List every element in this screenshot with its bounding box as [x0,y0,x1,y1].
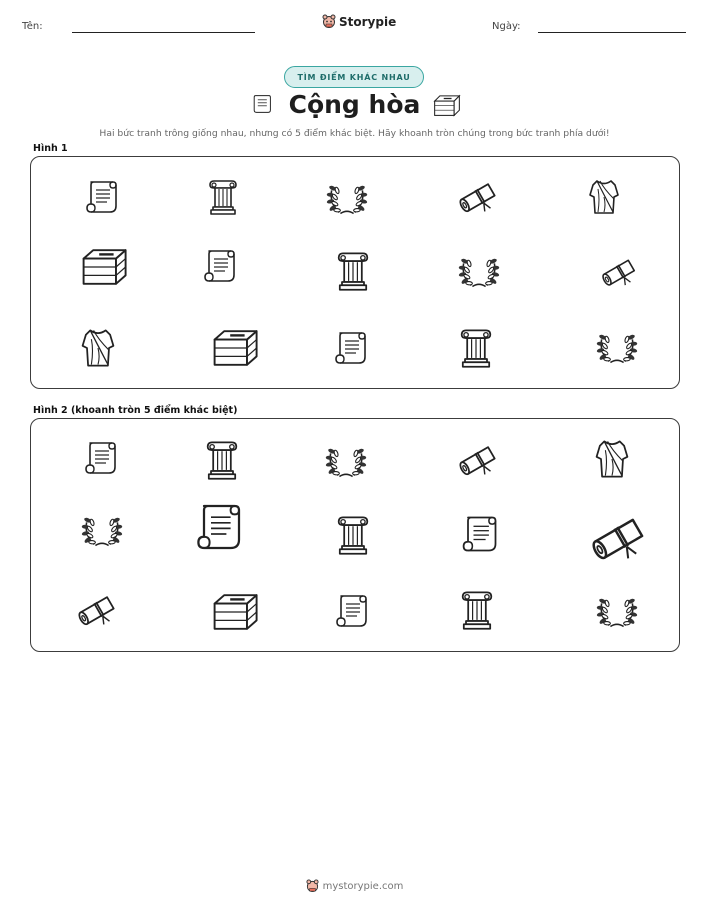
ballot-box-icon[interactable] [211,588,259,636]
brand-logo [322,14,396,29]
brand-name: Storypie [339,14,397,29]
column-icon [454,326,498,370]
rolled-scroll-icon [600,252,640,292]
toga-icon [584,177,624,217]
column-icon [331,249,375,293]
rolled-scroll-icon[interactable] [76,588,120,632]
footer-url[interactable]: mystorypie.com [322,880,404,892]
laurel-wreath-icon [595,324,639,368]
date-field[interactable] [538,32,686,33]
rolled-scroll-icon[interactable] [457,438,501,482]
page-title: Cộng hòa [288,90,421,119]
activity-badge: TÌM ĐIỂM KHÁC NHAU [284,66,424,88]
date-label: Ngày: [492,21,521,32]
rolled-scroll-icon[interactable] [589,507,651,569]
laurel-wreath-icon[interactable] [80,507,124,551]
storypie-mascot-icon [306,879,319,893]
name-label: Tên: [22,21,43,32]
toga-icon[interactable] [590,437,634,481]
column-icon[interactable] [200,438,244,482]
name-field[interactable] [72,32,255,33]
title-ballot-box-icon [432,92,462,122]
scroll-icon[interactable] [190,499,246,555]
scroll-icon[interactable] [331,591,371,631]
toga-icon [76,326,120,370]
picture1-label: Hình 1 [33,143,68,154]
footer [0,879,709,893]
column-icon [203,177,243,217]
ballot-box-icon [80,243,128,291]
column-icon[interactable] [331,513,375,557]
laurel-wreath-icon[interactable] [324,438,368,482]
scroll-icon [330,328,370,368]
picture2-label: Hình 2 (khoanh tròn 5 điểm khác biệt) [33,405,238,416]
instructions: Hai bức tranh trông giống nhau, nhưng có 5 điểm khác biệt. Hãy khoanh tròn chúng trong bức tranh phía dưới! [99,128,610,139]
laurel-wreath-icon [325,175,369,219]
ballot-box-icon [211,324,259,372]
scroll-icon [199,246,239,286]
laurel-wreath-icon [457,248,501,292]
scroll-icon[interactable] [457,512,501,556]
rolled-scroll-icon [457,175,501,219]
column-icon[interactable] [455,588,499,632]
laurel-wreath-icon[interactable] [595,588,639,632]
scroll-icon[interactable] [80,438,120,478]
storypie-mascot-icon [322,14,336,29]
scroll-icon [81,177,121,217]
